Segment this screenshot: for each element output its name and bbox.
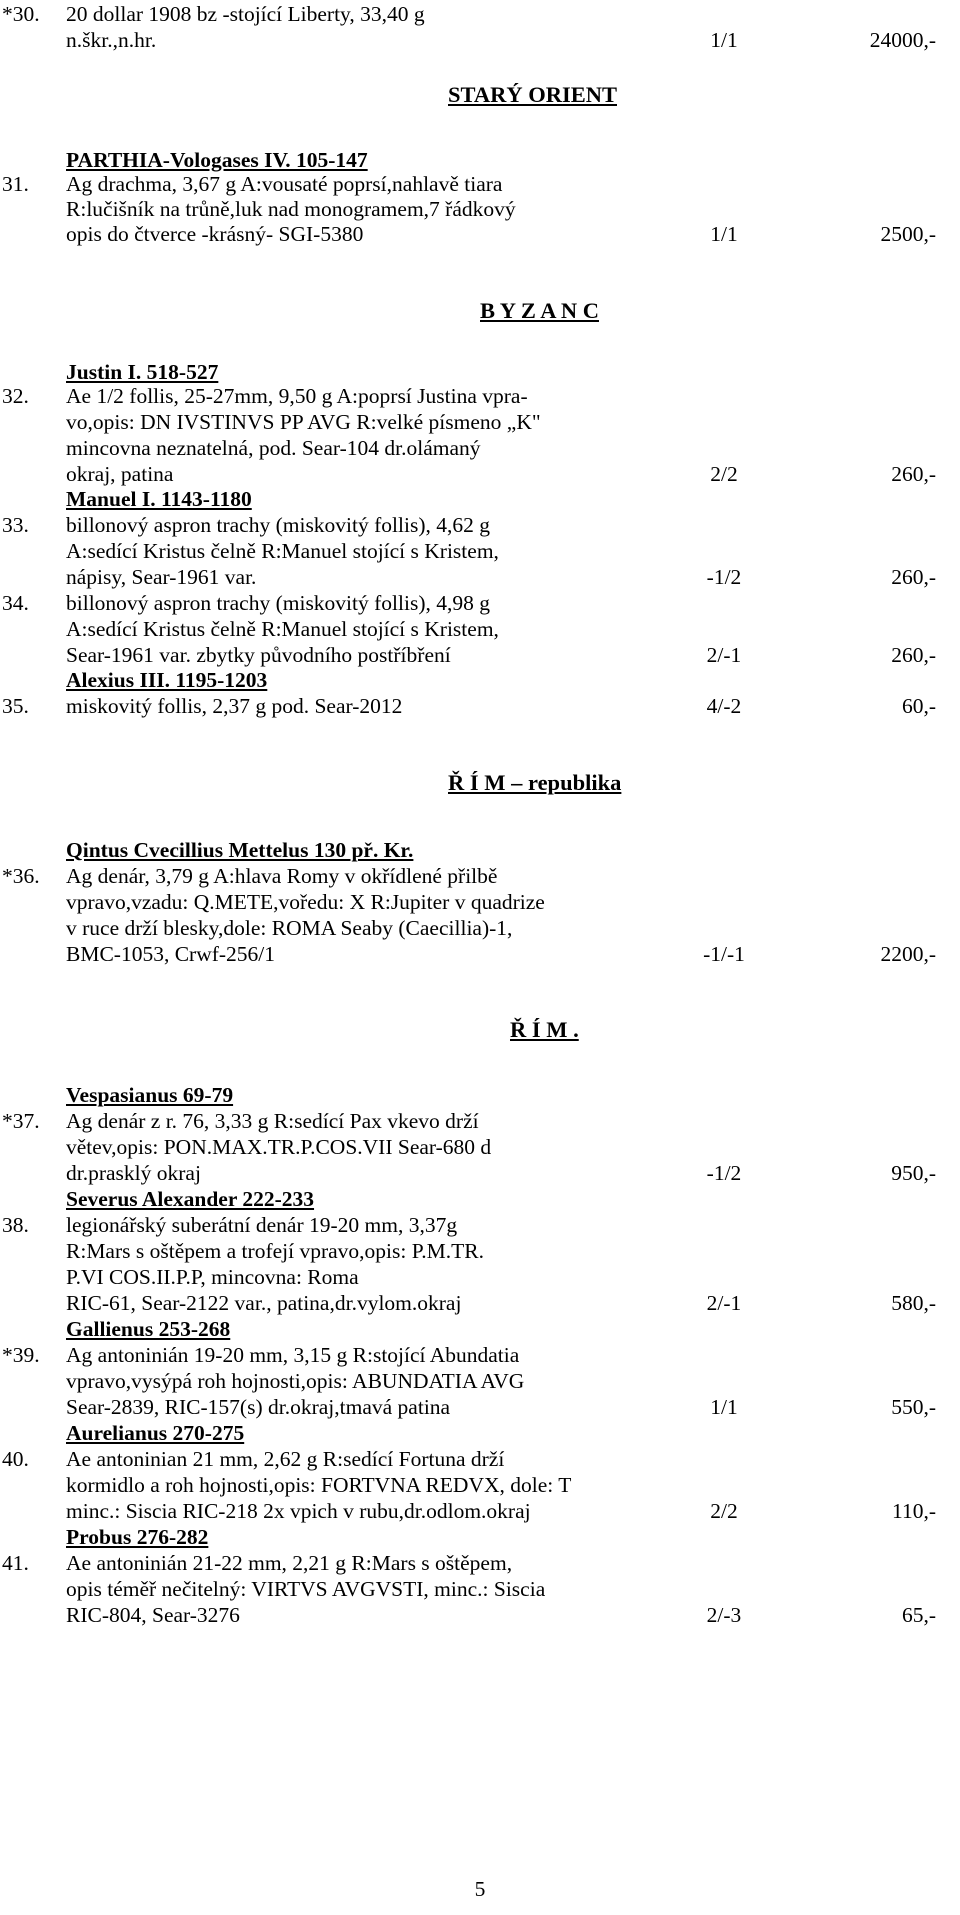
ruler-heading: Gallienus 253-268: [66, 1317, 231, 1341]
item-quality: -1/2: [706, 565, 742, 589]
item-description-line: BMC-1053, Crwf-256/1: [66, 942, 276, 966]
item-description-line: vo,opis: DN IVSTINVS PP AVG R:velké písmeno „K": [66, 410, 541, 434]
item-quality: 2/-1: [706, 643, 742, 667]
item-description-line: billonový aspron trachy (miskovitý follis), 4,98 g: [66, 591, 490, 615]
item-description-line: A:sedící Kristus čelně R:Manuel stojící s Kristem,: [66, 539, 499, 563]
item-number: 35.: [2, 694, 29, 718]
section-heading-rim-republika: Ř Í M – republika: [448, 770, 622, 795]
item-description-line: R:lučišník na trůně,luk nad monogramem,7 řádkový: [66, 197, 516, 221]
item-quality: -1/-1: [703, 942, 745, 966]
item-description-line: Ag denár, 3,79 g A:hlava Romy v okřídlené přilbě: [66, 864, 498, 888]
item-description-line: kormidlo a roh hojnosti,opis: FORTVNA REDVX, dole: T: [66, 1473, 572, 1497]
item-price: 2500,-: [880, 222, 936, 246]
item-description-line: A:sedící Kristus čelně R:Manuel stojící s Kristem,: [66, 617, 499, 641]
item-description-line: vpravo,vzadu: Q.METE,voředu: X R:Jupiter v quadrize: [66, 890, 545, 914]
item-quality: 2/2: [710, 1499, 738, 1523]
item-description-line: mincovna neznatelná, pod. Sear-104 dr.olámaný: [66, 436, 481, 460]
item-number: 31.: [2, 172, 29, 196]
item-description-line: Sear-2839, RIC-157(s) dr.okraj,tmavá patina: [66, 1395, 451, 1419]
item-number: 34.: [2, 591, 29, 615]
item-quality: 2/-1: [706, 1291, 742, 1315]
item-price: 950,-: [891, 1161, 936, 1185]
item-quality: 2/-3: [706, 1603, 742, 1627]
item-description-line: Ag antoninián 19-20 mm, 3,15 g R:stojící Abundatia: [66, 1343, 520, 1367]
item-description-line: RIC-61, Sear-2122 var., patina,dr.vylom.okraj: [66, 1291, 462, 1315]
item-description-line: větev,opis: PON.MAX.TR.P.COS.VII Sear-680 d: [66, 1135, 492, 1159]
item-description-line: Sear-1961 var. zbytky původního postříbření: [66, 643, 451, 667]
item-number: 41.: [2, 1551, 29, 1575]
item-price: 65,-: [901, 1603, 936, 1627]
item-price: 2200,-: [880, 942, 936, 966]
item-price: 110,-: [892, 1499, 936, 1523]
page-number: 5: [474, 1877, 486, 1901]
item-quality: -1/2: [706, 1161, 742, 1185]
item-number: 40.: [2, 1447, 29, 1471]
item-description-line: n.škr.,n.hr.: [66, 28, 157, 52]
item-description-line: legionářský suberátní denár 19-20 mm, 3,37g: [66, 1213, 458, 1237]
item-price: 260,-: [891, 462, 936, 486]
item-description-line: RIC-804, Sear-3276: [66, 1603, 240, 1627]
section-heading-stary-orient: STARÝ ORIENT: [448, 82, 617, 107]
item-number: *37.: [2, 1109, 40, 1133]
ruler-heading: Severus Alexander 222-233: [66, 1187, 315, 1211]
item-price: 24000,-: [869, 28, 936, 52]
item-description-line: Ag denár z r. 76, 3,33 g R:sedící Pax vkevo drží: [66, 1109, 479, 1133]
ruler-heading: Vespasianus 69-79: [66, 1083, 234, 1107]
item-description-line: vpravo,vysýpá roh hojnosti,opis: ABUNDATIA AVG: [66, 1369, 525, 1393]
item-price: 60,-: [901, 694, 936, 718]
ruler-heading: Aurelianus 270-275: [66, 1421, 245, 1445]
section-heading-rim: Ř Í M .: [510, 1017, 579, 1042]
item-price: 260,-: [891, 643, 936, 667]
item-quality: 4/-2: [706, 694, 742, 718]
ruler-heading: PARTHIA-Vologases IV. 105-147: [66, 148, 368, 172]
item-quality: 1/1: [710, 28, 738, 52]
item-description-line: dr.prasklý okraj: [66, 1161, 201, 1185]
item-description-line: miskovitý follis, 2,37 g pod. Sear-2012: [66, 694, 403, 718]
item-number: 33.: [2, 513, 29, 537]
item-number: *30.: [2, 2, 40, 26]
item-price: 260,-: [891, 565, 936, 589]
item-description-line: opis do čtverce -krásný- SGI-5380: [66, 222, 364, 246]
item-number: 32.: [2, 384, 29, 408]
ruler-heading: Alexius III. 1195-1203: [66, 668, 268, 692]
item-description-line: billonový aspron trachy (miskovitý follis), 4,62 g: [66, 513, 490, 537]
item-description-line: okraj, patina: [66, 462, 174, 486]
item-description-line: opis téměř nečitelný: VIRTVS AVGVSTI, minc.: Siscia: [66, 1577, 546, 1601]
item-description-line: v ruce drží blesky,dole: ROMA Seaby (Caecillia)-1,: [66, 916, 513, 940]
item-number: *39.: [2, 1343, 40, 1367]
item-price: 580,-: [891, 1291, 936, 1315]
item-description-line: Ae 1/2 follis, 25-27mm, 9,50 g A:poprsí Justina vpra-: [66, 384, 528, 408]
item-description-line: minc.: Siscia RIC-218 2x vpich v rubu,dr.odlom.okraj: [66, 1499, 531, 1523]
item-number: 38.: [2, 1213, 29, 1237]
item-description-line: R:Mars s oštěpem a trofejí vpravo,opis: P.M.TR.: [66, 1239, 485, 1263]
item-description-line: Ae antoninián 21-22 mm, 2,21 g R:Mars s oštěpem,: [66, 1551, 513, 1575]
item-quality: 1/1: [710, 222, 738, 246]
item-description-line: Ae antoninian 21 mm, 2,62 g R:sedící Fortuna drží: [66, 1447, 505, 1471]
ruler-heading: Qintus Cvecillius Mettelus 130 př. Kr.: [66, 838, 414, 862]
item-quality: 2/2: [710, 462, 738, 486]
ruler-heading: Justin I. 518-527: [66, 360, 219, 384]
section-heading-byzanc: B Y Z A N C: [480, 298, 599, 323]
item-description-line: nápisy, Sear-1961 var.: [66, 565, 257, 589]
item-price: 550,-: [891, 1395, 936, 1419]
item-number: *36.: [2, 864, 40, 888]
item-description-line: P.VI COS.II.P.P, mincovna: Roma: [66, 1265, 359, 1289]
item-description-line: Ag drachma, 3,67 g A:vousaté poprsí,nahlavě tiara: [66, 172, 503, 196]
ruler-heading: Probus 276-282: [66, 1525, 209, 1549]
item-quality: 1/1: [710, 1395, 738, 1419]
item-description-line: 20 dollar 1908 bz -stojící Liberty, 33,40 g: [66, 2, 425, 26]
ruler-heading: Manuel I. 1143-1180: [66, 487, 252, 511]
